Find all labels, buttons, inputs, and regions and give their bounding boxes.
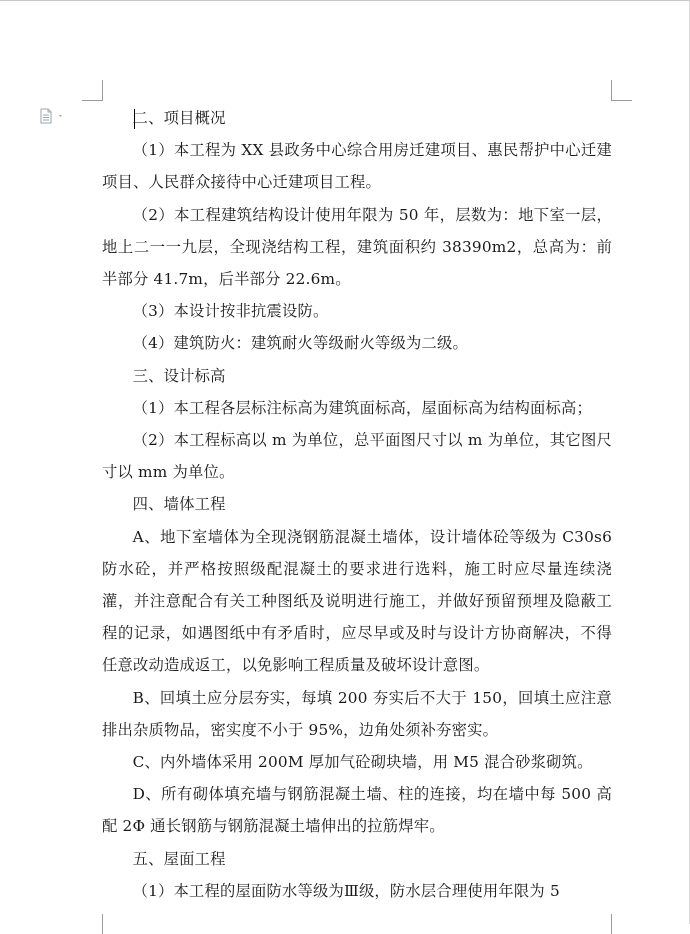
paragraph: （2）本工程标高以 m 为单位，总平面图尺寸以 m 为单位，其它图尺寸以 mm 为单位。 (102, 431, 612, 482)
paragraph: （4）建筑防火：建筑耐火等级耐火等级为二级。 (132, 334, 468, 353)
paragraph: C、内外墙体采用 200M 厚加气砼砌块墙，用 M5 混合砂浆砌筑。 (132, 753, 593, 772)
window-top-border (0, 0, 690, 1)
margin-mark-bottom-right (611, 914, 632, 934)
section-heading: 四、墙体工程 (132, 495, 226, 514)
document-page[interactable] (102, 102, 612, 907)
paragraph: （2）本工程建筑结构设计使用年限为 50 年，层数为：地下室一层，地上二一一九层，全现浇结构工程，建筑面积约 38390m2，总高为：前半部分 41.7m，后半部分 22.6m。 (102, 205, 612, 289)
section-heading: 二、项目概况 (132, 109, 226, 127)
paragraph: D、所有砌体填充墙与钢筋混凝土墙、柱的连接，均在墙中每 500 高配 2Φ 通长钢筋与钢筋混凝土墙伸出的拉筋焊牢。 (102, 785, 612, 836)
paragraph: （3）本设计按非抗震设防。 (132, 302, 329, 321)
margin-mark-top-right (611, 80, 632, 101)
margin-mark-bottom-left (82, 914, 103, 934)
paragraph: （1）本工程各层标注标高为建筑面标高，屋面标高为结构面标高； (132, 398, 592, 417)
chevron-down-icon (59, 115, 62, 117)
margin-mark-top-left (82, 80, 103, 101)
section-heading: 三、设计标高 (132, 366, 226, 385)
paragraph: A、地下室墙体为全现浇钢筋混凝土墙体，设计墙体砼等级为 C30s6 防水砼，并严格按照级配混凝土的要求进行选料，施工时应尽量连续浇灌，并注意配合有关工种图纸及说明进行施工，并做好预留预埋及隐蔽工程的记录，如遇图纸中有矛盾时，应尽早或及时与设计方协商解决，不得任意改动造成返工，以免影响工程质量及破坏设计意图。 (102, 527, 612, 675)
paragraph: （1）本工程的屋面防水等级为Ⅲ级，防水层合理使用年限为 5 (132, 881, 560, 900)
document-icon (40, 108, 68, 124)
paragraph: （1）本工程为 XX 县政务中心综合用房迁建项目、惠民帮护中心迁建项目、人民群众接待中心迁建项目工程。 (102, 141, 612, 192)
document-menu-button[interactable] (40, 108, 68, 124)
paragraph: B、回填土应分层夯实，每填 200 夯实后不大于 150，回填土应注意排出杂质物品，密实度不小于 95%，边角处须补夯密实。 (102, 688, 612, 739)
section-heading: 五、屋面工程 (132, 849, 226, 868)
